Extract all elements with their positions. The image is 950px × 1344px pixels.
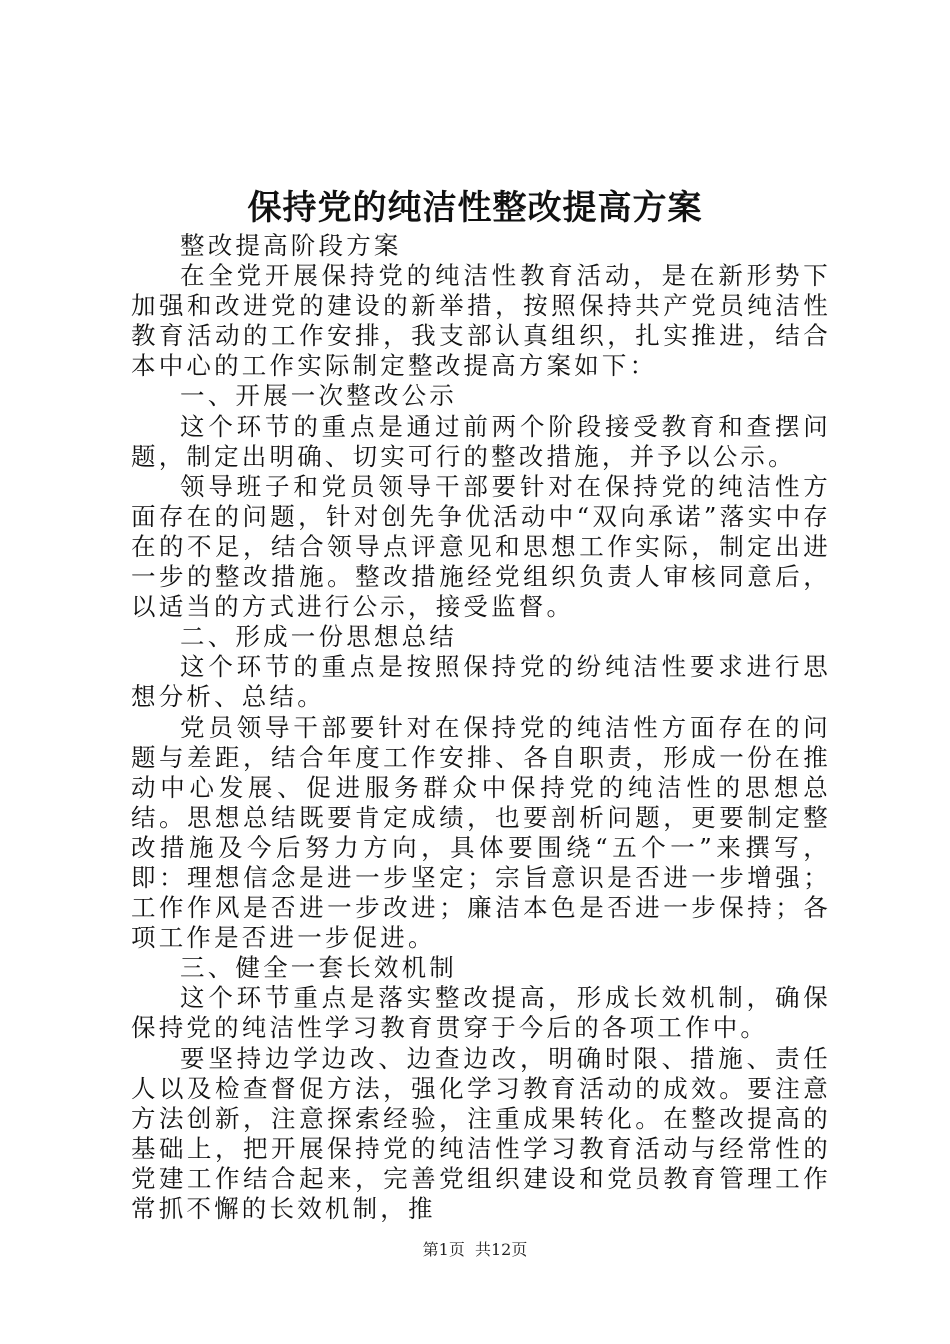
- page-footer: [0, 1238, 950, 1262]
- section-heading-1: 一、开展一次整改公示: [180, 381, 457, 411]
- section-heading-3: 三、健全一套长效机制: [180, 953, 457, 983]
- page-number-label: 第1页 共12页: [422, 1240, 528, 1259]
- document-title: 保持党的纯洁性整改提高方案: [247, 188, 703, 228]
- paragraph-intro: 在全党开展保持党的纯洁性教育活动，是在新形势下加强和改进党的建设的新举措，按照保持共产党员纯洁性教育活动的工作安排，我支部认真组织，扎实推进，结合本中心的工作实际制定整改提高方案如下：: [131, 261, 831, 381]
- paragraph: 要坚持边学边改、边查边改，明确时限、措施、责任人以及检查督促方法，强化学习教育活动的成效。要注意方法创新，注意探索经验，注重成果转化。在整改提高的基础上，把开展保持党的纯洁性学习教育活动与经常性的党建工作结合起来，完善党组织建设和党员教育管理工作常抓不懈的长效机制，推: [131, 1043, 831, 1223]
- paragraph: 党员领导干部要针对在保持党的纯洁性方面存在的问题与差距，结合年度工作安排、各自职责，形成一份在推动中心发展、促进服务群众中保持党的纯洁性的思想总结。思想总结既要肯定成绩，也要剖析问题，更要制定整改措施及今后努力方向，具体要围绕“五个一”来撰写，即：理想信念是进一步坚定；宗旨意识是否进一步增强；工作作风是否进一步改进；廉洁本色是否进一步保持；各项工作是否进一步促进。: [131, 712, 831, 953]
- section-heading-2: 二、形成一份思想总结: [180, 622, 457, 652]
- paragraph: 领导班子和党员领导干部要针对在保持党的纯洁性方面存在的问题，针对创先争优活动中“双向承诺”落实中存在的不足，结合领导点评意见和思想工作实际，制定出进一步的整改措施。整改措施经党组织负责人审核同意后，以适当的方式进行公示，接受监督。: [131, 471, 831, 622]
- paragraph-stage-heading: 整改提高阶段方案: [180, 231, 402, 260]
- paragraph: 这个环节的重点是按照保持党的纷纯洁性要求进行思想分析、总结。: [131, 652, 831, 712]
- document-body: [131, 231, 831, 1224]
- paragraph: 这个环节的重点是通过前两个阶段接受教育和查摆问题，制定出明确、切实可行的整改措施，并予以公示。: [131, 411, 831, 471]
- paragraph: 这个环节重点是落实整改提高，形成长效机制，确保保持党的纯洁性学习教育贯穿于今后的各项工作中。: [131, 983, 831, 1043]
